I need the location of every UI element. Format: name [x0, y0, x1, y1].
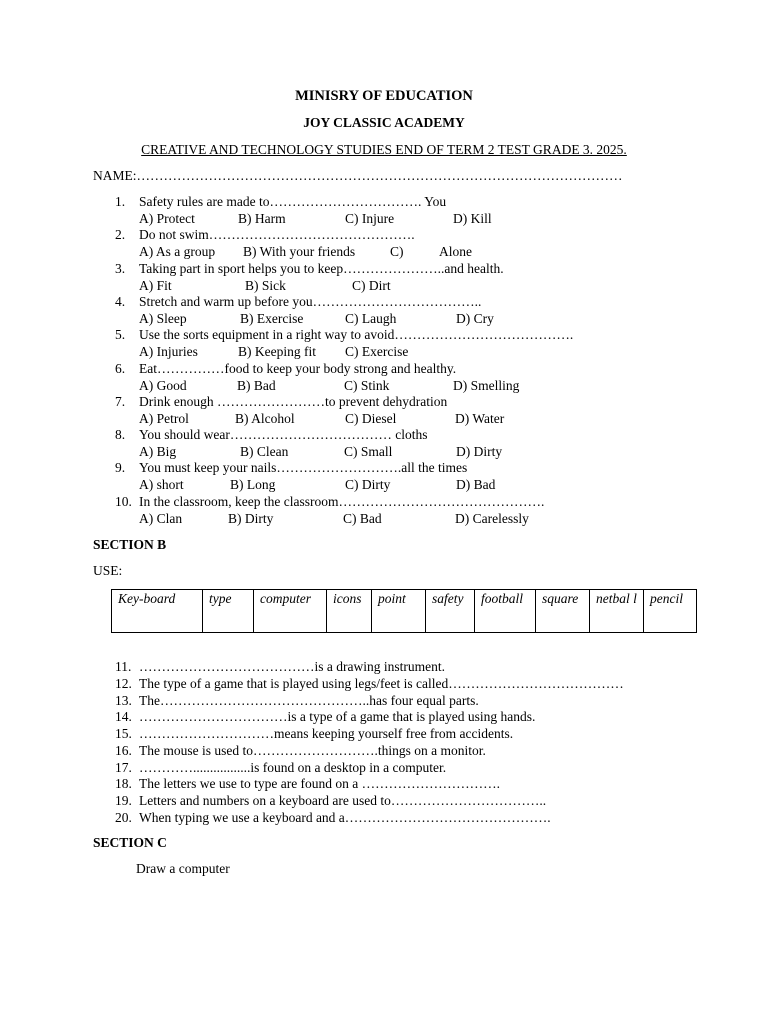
name-line: NAME:………………………………………………………………………………………………: [93, 168, 623, 183]
question-row: [115, 226, 415, 243]
question-row: [115, 792, 546, 809]
question-number: 9.: [115, 460, 126, 476]
answer-option: A) Sleep: [139, 310, 187, 326]
section-b-heading: SECTION B: [93, 537, 167, 552]
word-bank-cell: football: [475, 590, 536, 633]
question-row: [115, 742, 486, 759]
question-row: [115, 293, 481, 310]
answer-option: B) Exercise: [240, 310, 304, 326]
question-text: The type of a game that is played using legs/feet is called…………………………………: [139, 675, 624, 691]
answer-option: A) Fit: [139, 277, 172, 293]
answer-option: C) Exercise: [345, 344, 409, 360]
question-row: [115, 658, 445, 675]
question-text: …………………………………is a drawing instrument.: [139, 659, 445, 674]
question-number: 6.: [115, 360, 126, 376]
answer-option: A) Big: [139, 444, 177, 460]
question-number: 1.: [115, 194, 126, 209]
answer-option: B) Clean: [240, 444, 289, 460]
question-text: Eat……………food to keep your body strong and healthy.: [139, 360, 457, 376]
answer-option: A) As a group: [139, 244, 216, 260]
question-number: 2.: [115, 227, 126, 243]
question-number: 20.: [115, 809, 132, 825]
answer-option: C) Dirt: [352, 277, 391, 293]
ministry-heading: MINISRY OF EDUCATION: [295, 88, 473, 104]
answer-option: A) Injuries: [139, 344, 198, 360]
question-row: [115, 193, 446, 210]
question-number: 5.: [115, 327, 126, 343]
word-bank-table: [111, 589, 697, 633]
question-number: 16.: [115, 742, 132, 758]
word-bank-cell: square: [536, 590, 590, 633]
question-text: You must keep your nails……………………….all the times: [139, 460, 468, 476]
answer-option: C) Bad: [343, 510, 382, 526]
answer-option: D) Bad: [456, 477, 496, 493]
question-row: [115, 708, 535, 725]
answer-option: B) Bad: [237, 377, 276, 393]
word-bank-cell: computer: [254, 590, 327, 633]
answer-option: C): [390, 244, 404, 260]
answer-option: C) Injure: [345, 211, 395, 226]
question-number: 14.: [115, 709, 132, 725]
answer-option: D) Dirty: [456, 444, 503, 460]
question-text: Do not swim……………………………………….: [139, 227, 415, 243]
question-text: The………………………………………..has four equal parts.: [139, 692, 479, 708]
question-row: [115, 809, 551, 826]
answer-option: B) Harm: [238, 211, 286, 226]
question-text: In the classroom, keep the classroom……………………………………….: [139, 493, 545, 509]
answer-option: B) Alcohol: [235, 410, 295, 426]
question-number: 13.: [115, 692, 132, 708]
question-row: [115, 459, 467, 476]
word-bank-cell: point: [372, 590, 426, 633]
word-bank-cell: pencil: [644, 590, 697, 633]
word-bank-cell: type: [203, 590, 254, 633]
word-bank-cell: Key-board: [112, 590, 203, 633]
question-row: [115, 725, 513, 742]
question-number: 19.: [115, 793, 132, 808]
question-row: [115, 393, 447, 410]
question-number: 11.: [115, 659, 132, 674]
answer-option: A) Clan: [139, 510, 183, 526]
question-row: [115, 675, 624, 692]
answer-option: D) Water: [455, 410, 505, 426]
answer-option: C) Diesel: [345, 410, 397, 426]
question-number: 4.: [115, 293, 126, 309]
question-text: You should wear……………………………… cloths: [139, 427, 428, 443]
section-c-heading: SECTION C: [93, 835, 167, 850]
question-row: [115, 426, 428, 443]
answer-option: C) Small: [344, 444, 393, 460]
question-text: Safety rules are made to……………………………. You: [139, 194, 447, 209]
question-row: [115, 759, 446, 776]
question-text: The letters we use to type are found on a ………………………….: [139, 776, 501, 792]
use-label: USE:: [93, 563, 123, 578]
answer-option: B) Long: [230, 477, 276, 493]
question-text: Drink enough ……………………to prevent dehydration: [139, 393, 448, 409]
school-heading: JOY CLASSIC ACADEMY: [303, 115, 465, 130]
question-row: [115, 326, 573, 343]
answer-option: A) Good: [139, 377, 187, 393]
question-text: Use the sorts equipment in a right way to avoid………………………………….: [139, 327, 574, 343]
question-text: ……………………………is a type of a game that is played using hands.: [139, 709, 536, 725]
answer-option: D) Carelessly: [455, 510, 529, 526]
question-number: 18.: [115, 776, 132, 792]
answer-option: A) short: [139, 477, 184, 493]
question-number: 8.: [115, 427, 126, 443]
question-row: [115, 775, 500, 792]
answer-option: B) With your friends: [243, 244, 356, 260]
answer-option: B) Dirty: [228, 510, 274, 526]
answer-option: B) Keeping fit: [238, 344, 316, 360]
answer-option: D) Smelling: [453, 377, 520, 393]
question-text: Letters and numbers on a keyboard are used to……………………………..: [139, 793, 547, 808]
question-number: 3.: [115, 260, 126, 276]
question-number: 17.: [115, 759, 132, 775]
answer-option: A) Petrol: [139, 410, 189, 426]
question-number: 15.: [115, 726, 132, 741]
question-text: Taking part in sport helps you to keep…………………..and health.: [139, 260, 504, 276]
question-row: [115, 493, 544, 510]
word-bank-cell: safety: [426, 590, 475, 633]
answer-option: A) Protect: [139, 211, 195, 226]
answer-option: D) Cry: [456, 310, 494, 326]
answer-option: C) Dirty: [345, 477, 391, 493]
question-text: Stretch and warm up before you………………………………..: [139, 293, 482, 309]
answer-option: B) Sick: [245, 277, 286, 293]
answer-option: C) Stink: [344, 377, 390, 393]
word-bank-cell: netbal l: [590, 590, 644, 633]
answer-option: Alone: [439, 244, 472, 260]
test-title: CREATIVE AND TECHNOLOGY STUDIES END OF TERM 2 TEST GRADE 3. 2025.: [141, 142, 627, 157]
word-bank-cell: icons: [327, 590, 372, 633]
question-number: 12.: [115, 675, 132, 691]
section-c-instruction: Draw a computer: [136, 861, 230, 876]
question-text: When typing we use a keyboard and a……………………………………….: [139, 809, 551, 825]
question-text: …………………………means keeping yourself free from accidents.: [139, 726, 514, 741]
question-number: 10.: [115, 493, 132, 509]
answer-option: C) Laugh: [345, 310, 397, 326]
answer-option: D) Kill: [453, 211, 492, 226]
question-number: 7.: [115, 393, 126, 409]
question-row: [115, 360, 456, 377]
question-text: ………….................is found on a desktop in a computer.: [139, 759, 447, 775]
question-text: The mouse is used to……………………….things on a monitor.: [139, 742, 486, 758]
question-row: [115, 260, 504, 277]
question-row: [115, 692, 479, 709]
